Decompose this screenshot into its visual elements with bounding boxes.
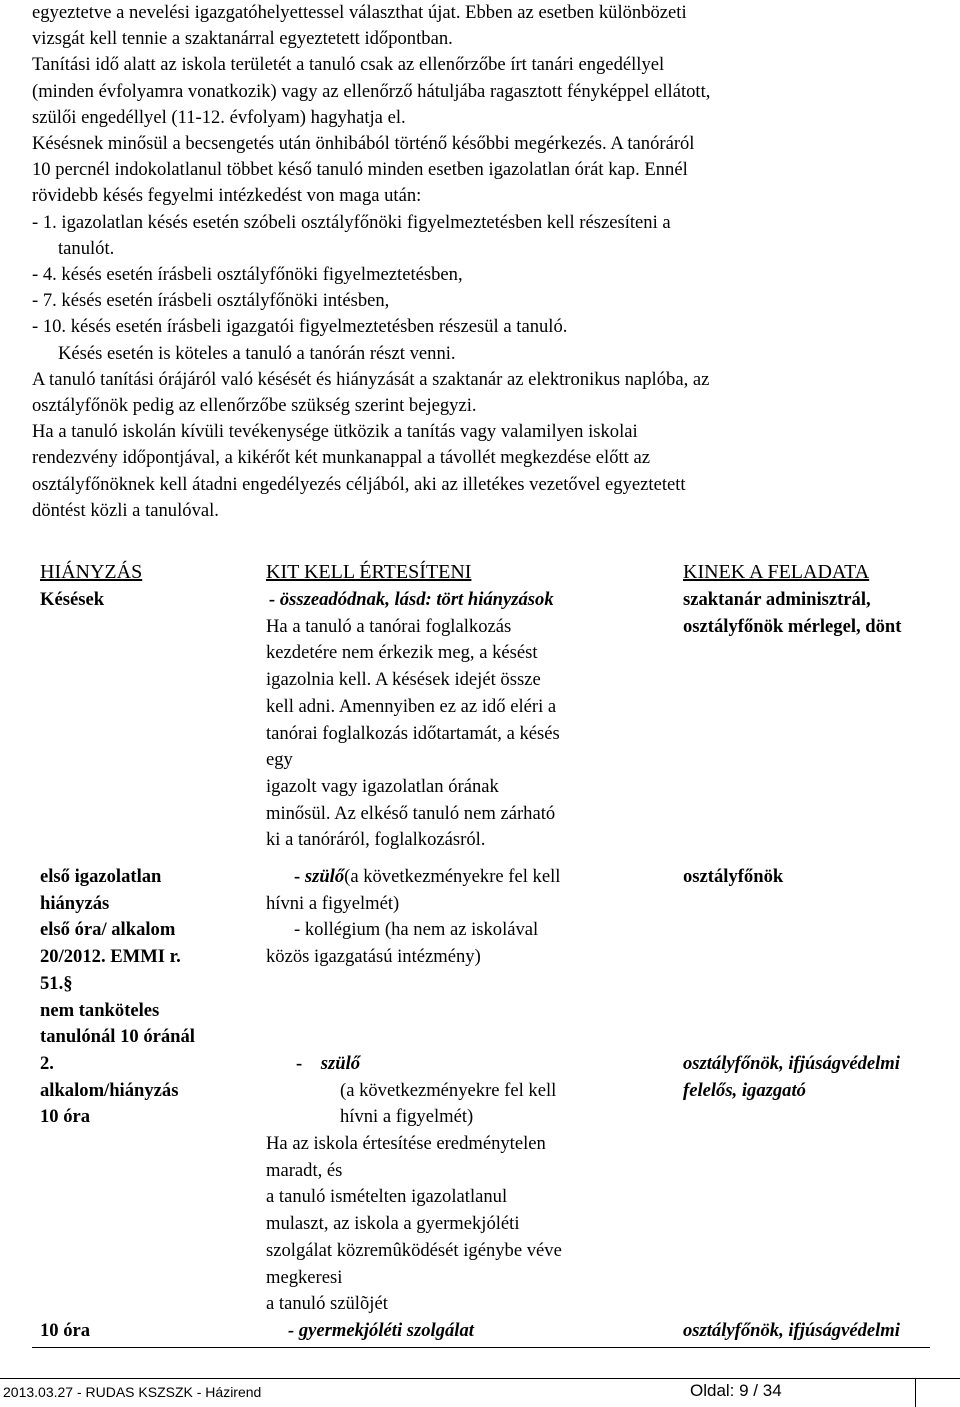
- notify-line: Ha a tanuló a tanórai foglalkozás: [266, 615, 512, 637]
- paragraph-line: 10 percnél indokolatlanul többet késő tanuló minden esetben igazolatlan órát kap. Ennél: [32, 159, 688, 181]
- notify-line: megkeresi: [266, 1266, 343, 1288]
- notify-line: a tanuló szülõjét: [266, 1293, 388, 1315]
- header-kit-kell-ertesiteni: KIT KELL ÉRTESÍTENI: [266, 561, 472, 583]
- row3-absence: [32, 1051, 258, 1318]
- row1-responsible: szaktanár adminisztrál, osztályfőnök mérlegel, dönt: [683, 589, 902, 637]
- paragraph: [32, 52, 932, 131]
- intro-paragraphs: [32, 0, 932, 210]
- absence-line: 10 óra: [40, 1106, 91, 1128]
- footer-page-number: Oldal: 9 / 34: [690, 1381, 782, 1400]
- row1-absence: Késések: [40, 589, 105, 610]
- absence-line: 2.: [40, 1052, 54, 1074]
- late-rules-list: [32, 210, 932, 341]
- table-row: [32, 854, 930, 1051]
- late-rule-line: - 4. késés esetén írásbeli osztályfőnöki figyelmeztetésben,: [32, 264, 463, 286]
- absence-line: 20/2012. EMMI r.: [40, 946, 181, 968]
- paragraph-line: Késésnek minősül a becsengetés után önhibából történő későbbi megérkezés. A tanóráról: [32, 133, 695, 155]
- late-rule-line: - 7. késés esetén írásbeli osztályfőnöki intésben,: [32, 290, 390, 312]
- notify-line: igazolt vagy igazolatlan órának: [266, 775, 499, 797]
- absence-line: első igazolatlan: [40, 866, 162, 888]
- paragraph-line: osztályfőnök pedig az ellenőrzőbe szükség szerint bejegyzi.: [32, 395, 477, 417]
- notify-line: szolgálat közremûködését igénybe véve: [266, 1239, 562, 1261]
- notify-line: mulaszt, az iskola a gyermekjóléti: [266, 1213, 520, 1235]
- row2-notify: - szülő(a következményekre fel kell hívni a figyelmét) - kollégium (ha nem az iskolával közös igazgatású intézmény): [266, 866, 561, 968]
- row1-notify: [258, 587, 675, 854]
- late-rule-line: - 1. igazolatlan késés esetén szóbeli osztályfőnöki figyelmeztetésben kell részesíteni a: [32, 211, 671, 233]
- absence-line: hiányzás: [40, 892, 110, 914]
- table-row: [32, 587, 930, 854]
- table-row: [32, 1318, 930, 1347]
- paragraph-line: vizsgát kell tennie a szaktanárral egyeztetett időpontban.: [32, 28, 453, 50]
- notify-line: a tanuló ismételten igazolatlanul: [266, 1186, 508, 1208]
- row3-szulo: szülő: [320, 1052, 361, 1074]
- document-body: [32, 0, 932, 524]
- absence-table: [32, 557, 930, 1348]
- absence-line: nem tanköteles: [40, 999, 160, 1021]
- late-rule-item: [32, 288, 932, 314]
- paragraph: [32, 0, 932, 52]
- late-note: Késés esetén is köteles a tanuló a tanórán részt venni.: [58, 342, 456, 364]
- paragraph-line: Ha a tanuló iskolán kívüli tevékenysége ütközik a tanítás vagy valamilyen iskolai: [32, 421, 638, 443]
- paragraph-line: döntést közli a tanulóval.: [32, 499, 219, 521]
- notify-line: tanórai foglalkozás időtartamát, a késés: [266, 722, 560, 744]
- late-rule-item: [32, 262, 932, 288]
- notify-line: ki a tanóráról, foglalkozásról.: [266, 829, 486, 851]
- header-kinek-a-feladata: KINEK A FELADATA: [683, 561, 870, 583]
- header-hianyzas: HIÁNYZÁS: [40, 561, 143, 583]
- table-row: [32, 1051, 930, 1318]
- paragraph-line: rendezvény időpontjával, a kikérőt két munkanappal a távollét megkezdése előtt az: [32, 447, 650, 469]
- absence-line: első óra/ alkalom: [40, 919, 176, 941]
- notify-line: minősül. Az elkéső tanuló nem zárható: [266, 802, 556, 824]
- paragraph-line: A tanuló tanítási órájáról való késését és hiányzását a szaktanár az elektronikus naplóba, az: [32, 368, 710, 390]
- row2-szulo: szülő: [304, 866, 345, 888]
- row1-notify-lines: [266, 614, 675, 854]
- row4-absence: 10 óra: [32, 1318, 258, 1347]
- paragraph: [32, 367, 932, 419]
- late-rule-item: [32, 210, 932, 262]
- page-footer: [0, 1378, 960, 1407]
- notify-line: igazolnia kell. A késések idejét össze: [266, 669, 541, 691]
- notify-line: kell adni. Amennyiben ez az idő eléri a: [266, 695, 557, 717]
- notify-line: Ha az iskola értesítése eredménytelen: [266, 1133, 546, 1155]
- paragraph-line: egyeztetve a nevelési igazgatóhelyettessel választhat újat. Ebben az esetben különbözeti: [32, 2, 687, 23]
- paragraph: [32, 131, 932, 210]
- absence-line: tanulónál 10 óránál: [40, 1026, 195, 1048]
- notify-line: maradt, és: [266, 1159, 343, 1181]
- late-rule-line: tanulót.: [58, 237, 115, 259]
- row1-notify-head: - összeadódnak, lásd: tört hiányzások: [269, 589, 554, 610]
- footer-rule: [0, 1378, 960, 1379]
- late-rule-item: [32, 314, 932, 340]
- absence-line: 51.§: [40, 972, 73, 994]
- row2-responsible: osztályfőnök: [683, 866, 784, 888]
- paragraph-line: rövidebb késés fegyelmi intézkedést von maga után:: [32, 185, 422, 207]
- row4-responsible: osztályfőnök, ifjúságvédelmi: [675, 1318, 930, 1347]
- paragraph-line: osztályfőnöknek kell átadni engedélyezés céljából, aki az illetékes vezetővel egyeztetett: [32, 473, 686, 495]
- closing-paragraphs: [32, 367, 932, 524]
- row3-responsible: osztályfőnök, ifjúságvédelmi felelős, igazgató: [683, 1052, 900, 1101]
- paragraph-line: szülői engedéllyel (11-12. évfolyam) hagyhatja el.: [32, 106, 406, 128]
- row3-notify: - szülő (a következményekre fel kell hívni a figyelmét) Ha az iskola értesítése eredménytelen maradt, és a tanuló ismételten igazolatlanul mulaszt, az iskola a gyermekjóléti szolgálat közremûködését igénybe véve megkeresi a tanuló szülõjét: [258, 1051, 675, 1318]
- footer-doc-info: 2013.03.27 - RUDAS KSZSZK - Házirend: [3, 1384, 262, 1400]
- paragraph: [32, 419, 932, 524]
- notify-line: kezdetére nem érkezik meg, a késést: [266, 642, 538, 664]
- table-header-row: [32, 557, 930, 587]
- paragraph-line: Tanítási idő alatt az iskola területét a tanuló csak az ellenőrzőbe írt tanári engedéllyel: [32, 54, 665, 76]
- row4-notify: - gyermekjóléti szolgálat: [258, 1318, 675, 1347]
- late-rule-line: - 10. késés esetén írásbeli igazgatói figyelmeztetésben részesül a tanuló.: [32, 316, 568, 338]
- footer-divider: [915, 1378, 916, 1407]
- paragraph-line: (minden évfolyamra vonatkozik) vagy az ellenőrző hátuljába ragasztott fényképpel ellátott,: [32, 80, 711, 102]
- row2-absence: [32, 854, 258, 1051]
- notify-line: egy: [266, 749, 293, 771]
- absence-line: alkalom/hiányzás: [40, 1079, 179, 1101]
